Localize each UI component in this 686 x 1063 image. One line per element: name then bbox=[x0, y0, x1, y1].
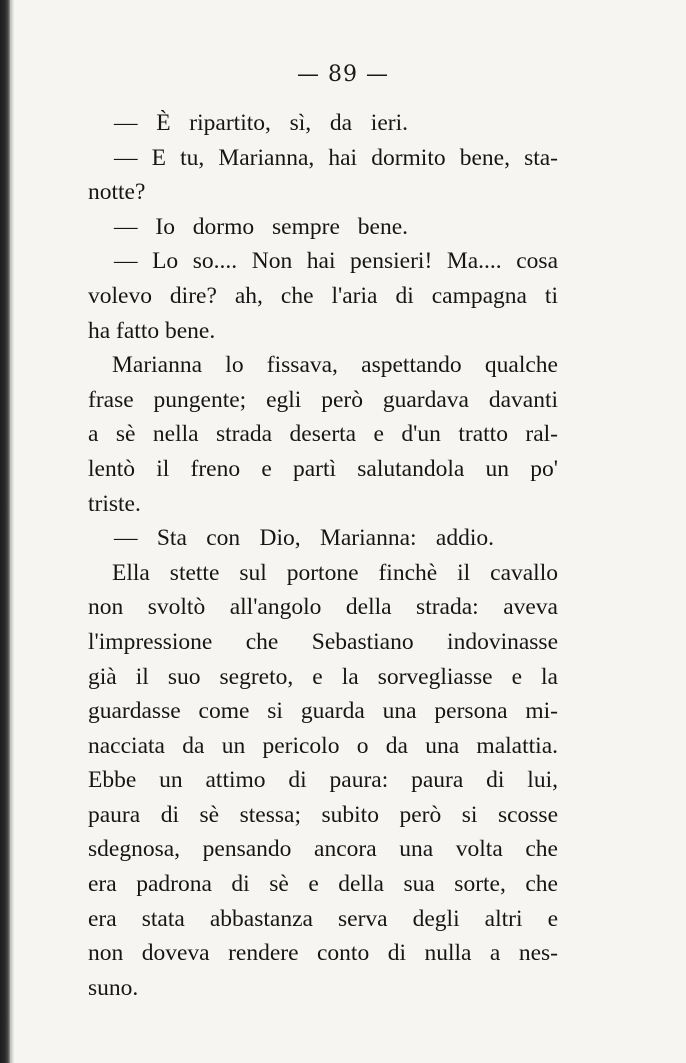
text-line: non svoltò all'angolo della strada: aveva bbox=[88, 594, 558, 621]
book-binding-shadow bbox=[10, 0, 14, 1063]
text-line: — Io dormo sempre bene. bbox=[114, 213, 408, 240]
text-line: lentò il freno e partì salutandola un po' bbox=[88, 455, 558, 482]
text-line: l'impressione che Sebastiano indovinasse bbox=[88, 628, 558, 655]
body-text bbox=[88, 106, 558, 1005]
text-line: era padrona di sè e della sua sorte, che bbox=[88, 871, 558, 898]
text-line: sdegnosa, pensando ancora una volta che bbox=[88, 836, 558, 863]
text-line: suno. bbox=[88, 974, 139, 1001]
text-line: Ella stette sul portone finchè il cavallo bbox=[112, 559, 558, 586]
text-line: paura di sè stessa; subito però si scosse bbox=[88, 801, 558, 828]
text-line: notte? bbox=[88, 179, 146, 206]
text-line: — E tu, Marianna, hai dormito bene, sta- bbox=[114, 144, 558, 171]
text-line: volevo dire? ah, che l'aria di campagna ti bbox=[88, 282, 558, 309]
text-line: era stata abbastanza serva degli altri e bbox=[88, 905, 558, 932]
text-line: ha fatto bene. bbox=[88, 317, 216, 344]
text-line: Marianna lo fissava, aspettando qualche bbox=[112, 352, 558, 379]
text-line: Ebbe un attimo di paura: paura di lui, bbox=[88, 767, 558, 794]
text-line: triste. bbox=[88, 490, 141, 517]
text-line: frase pungente; egli però guardava davanti bbox=[88, 386, 558, 413]
text-line: già il suo segreto, e la sorvegliasse e la bbox=[88, 663, 558, 690]
text-line: a sè nella strada deserta e d'un tratto ral- bbox=[88, 421, 558, 448]
text-line: nacciata da un pericolo o da una malattia. bbox=[88, 732, 558, 759]
text-line: — Sta con Dio, Marianna: addio. bbox=[114, 525, 494, 552]
text-line: guardasse come si guarda una persona mi- bbox=[88, 698, 558, 725]
page-number: — 89 — bbox=[297, 62, 389, 87]
text-line: non doveva rendere conto di nulla a nes- bbox=[88, 940, 558, 967]
text-line: — È ripartito, sì, da ieri. bbox=[114, 110, 408, 136]
book-binding-edge bbox=[0, 0, 10, 1063]
text-line: — Lo so.... Non hai pensieri! Ma.... cosa bbox=[114, 248, 558, 275]
